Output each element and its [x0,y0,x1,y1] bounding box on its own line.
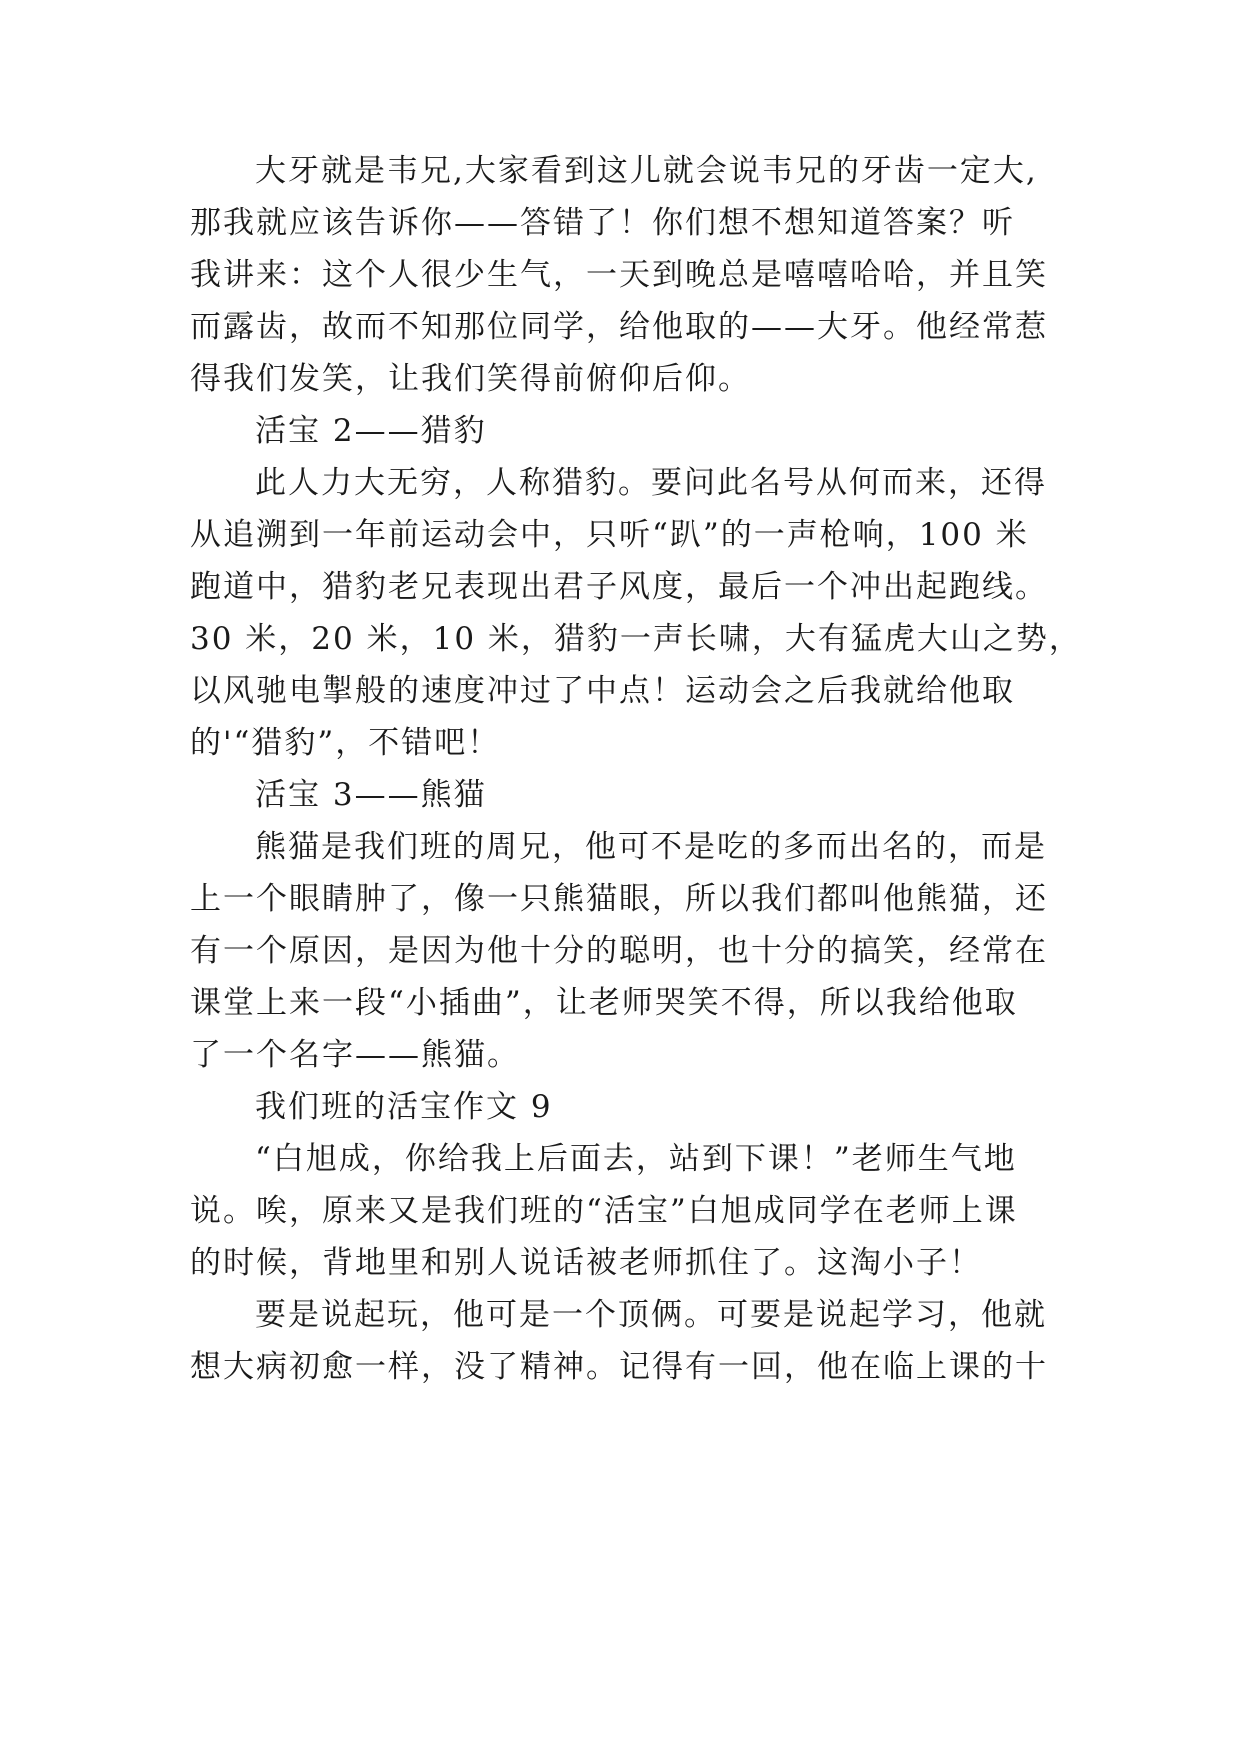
paragraph-line: “白旭成，你给我上后面去，站到下课！”老师生气地 [255,1141,1017,1177]
paragraph-line: 从追溯到一年前运动会中，只听“趴”的一声枪响，100 米 [190,517,1029,553]
paragraph-line: 以风驰电掣般的速度冲过了中点！运动会之后我就给他取 [190,673,1015,709]
paragraph-line: 有一个原因，是因为他十分的聪明，也十分的搞笑，经常在 [190,933,1048,969]
paragraph-line: 想大病初愈一样，没了精神。记得有一回，他在临上课的十 [190,1349,1048,1385]
paragraph-line: 我讲来：这个人很少生气，一天到晚总是嘻嘻哈哈，并且笑 [190,257,1048,293]
paragraph-line: 得我们发笑，让我们笑得前俯仰后仰。 [190,361,751,397]
paragraph-line: 了一个名字——熊猫。 [190,1037,520,1073]
paragraph-line: 跑道中，猎豹老兄表现出君子风度，最后一个冲出起跑线。 [190,569,1048,605]
paragraph-line: 而露齿，故而不知那位同学，给他取的——大牙。他经常惹 [190,309,1048,345]
paragraph-line: 的时候，背地里和别人说话被老师抓住了。这淘小子！ [190,1245,982,1281]
paragraph-line: 30 米，20 米，10 米，猎豹一声长啸，大有猛虎大山之势， [190,621,1082,657]
paragraph-line: 的'“猎豹”，不错吧！ [190,725,501,761]
paragraph-line: 说。唉，原来又是我们班的“活宝”白旭成同学在老师上课 [190,1193,1018,1229]
paragraph-line: 大牙就是韦兄,大家看到这儿就会说韦兄的牙齿一定大, [255,153,1038,189]
paragraph-line: 熊猫是我们班的周兄，他可不是吃的多而出名的，而是 [255,829,1047,865]
paragraph-line: 要是说起玩，他可是一个顶俩。可要是说起学习，他就 [255,1297,1047,1333]
paragraph-line: 那我就应该告诉你——答错了！你们想不想知道答案？听 [190,205,1015,241]
paragraph-line: 此人力大无穷，人称猎豹。要问此名号从何而来，还得 [255,465,1047,501]
section-heading: 活宝 3——熊猫 [255,777,487,813]
section-heading: 活宝 2——猎豹 [255,413,487,449]
paragraph-line: 课堂上来一段“小插曲”，让老师哭笑不得，所以我给他取 [190,985,1018,1021]
paragraph-line: 上一个眼睛肿了，像一只熊猫眼，所以我们都叫他熊猫，还 [190,881,1048,917]
section-heading: 我们班的活宝作文 9 [255,1089,553,1125]
